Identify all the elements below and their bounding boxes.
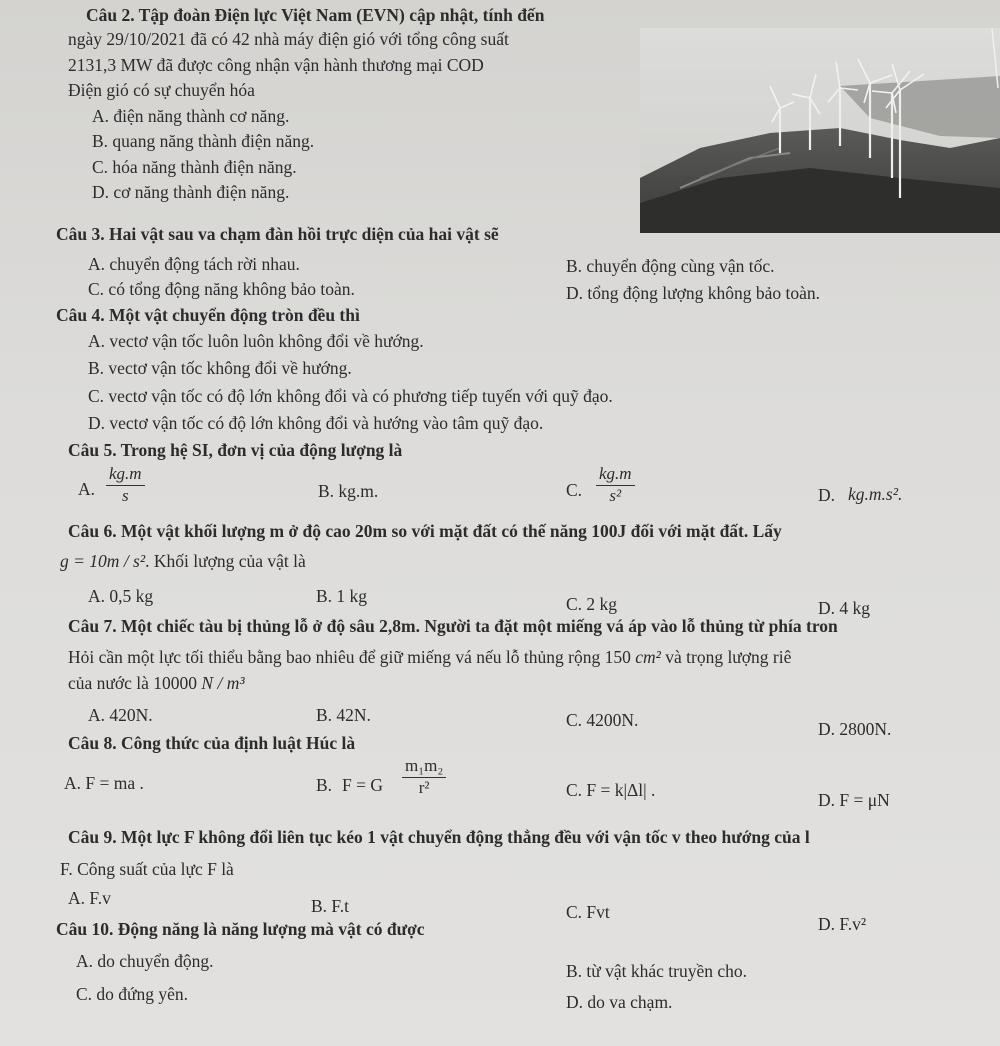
q4-option-b: B. vectơ vận tốc không đổi về hướng. [88,358,352,378]
q10-option-d: D. do va chạm. [566,992,673,1012]
q4-option-a: A. vectơ vận tốc luôn luôn không đổi về hướng. [88,331,424,351]
q5-option-d-value: kg.m.s². [848,484,903,504]
q2-option-d: D. cơ năng thành điện năng. [92,182,290,202]
q7-option-c: C. 4200N. [566,710,639,730]
q2-option-a: A. điện năng thành cơ năng. [92,106,290,126]
q5-option-d-label: D. [818,485,836,505]
q5-stem: Câu 5. Trong hệ SI, đơn vị của động lượng là [68,440,403,460]
q8-option-a: A. F = ma . [64,773,144,793]
q3-option-b: B. chuyển động cùng vận tốc. [566,256,775,276]
q3-option-a: A. chuyển động tách rời nhau. [88,254,300,274]
q5-option-c-fraction [596,465,635,505]
q6-stem: Câu 6. Một vật khối lượng m ở độ cao 20m so với mặt đất có thế năng 100J đối với mặt đất. Lấy [68,521,782,541]
q2-line3: 2131,3 MW đã được công nhận vận hành thương mại COD [68,55,484,75]
q2-option-c: C. hóa năng thành điện năng. [92,157,297,177]
q9-stem: Câu 9. Một lực F không đổi liên tục kéo 1 vật chuyển động thẳng đều với vận tốc v theo hướng của l [68,827,810,847]
q8-option-c: C. F = k|Δl| . [566,780,656,800]
q5-option-a-label: A. [78,479,96,499]
q3-option-d: D. tổng động lượng không bảo toàn. [566,283,820,303]
wind-turbines-photo [640,28,1000,233]
q9-option-b: B. F.t [311,896,349,916]
q8-option-b-prefix: F = G [342,775,383,795]
q4-option-d: D. vectơ vận tốc có độ lớn không đổi và hướng vào tâm quỹ đạo. [88,413,544,433]
q7-weight-unit: N / m³ [201,673,245,693]
q5-c-numerator: kg.m [596,465,635,486]
q8-b-numerator: m₁m₂ [402,757,446,778]
q2-line2: ngày 29/10/2021 đã có 42 nhà máy điện gió với tổng công suất [68,29,509,49]
q7-option-a: A. 420N. [88,705,153,725]
q7-stem: Câu 7. Một chiếc tàu bị thủng lỗ ở độ sâu 2,8m. Người ta đặt một miếng vá áp vào lỗ thủng từ phía tron [68,616,838,636]
q2-line4: Điện gió có sự chuyển hóa [68,80,255,100]
q7-option-d: D. 2800N. [818,719,892,739]
q8-stem: Câu 8. Công thức của định luật Húc là [68,733,356,753]
q10-option-c: C. do đứng yên. [76,984,189,1004]
q9-option-a: A. F.v [68,888,111,908]
q9-line2: F. Công suất của lực F là [60,859,234,879]
q6-option-b: B. 1 kg [316,586,368,606]
q5-a-denominator: s [121,486,129,505]
q2-option-b: B. quang năng thành điện năng. [92,131,315,151]
q10-stem: Câu 10. Động năng là năng lượng mà vật có được [56,919,425,939]
q6-gravity-formula: g = 10m / s² [60,551,146,571]
q3-stem: Câu 3. Hai vật sau va chạm đàn hồi trực diện của hai vật sẽ [56,224,499,244]
q7-line2a: Hỏi cần một lực tối thiểu bằng bao nhiêu để giữ miếng vá nếu lỗ thủng rộng 150 [68,647,631,667]
q7-line2 [68,647,791,667]
q8-option-d: D. F = μN [818,790,890,810]
q8-option-b-fraction [402,757,446,797]
q4-stem: Câu 4. Một vật chuyển động tròn đều thì [56,305,360,325]
q7-area-unit: cm² [635,647,661,667]
q6-option-a: A. 0,5 kg [88,586,154,606]
q5-option-c-label: C. [566,480,583,500]
q10-option-b: B. từ vật khác truyền cho. [566,961,748,981]
q7-line3a: của nước là 10000 [68,673,198,693]
q6-line2 [60,551,306,571]
q7-line2b: và trọng lượng riê [665,647,792,667]
q8-b-denominator: r² [418,778,430,797]
q3-option-c: C. có tổng động năng không bảo toàn. [88,279,355,299]
q8-option-b-label: B. [316,775,333,795]
q9-option-d: D. F.v² [818,914,867,934]
q7-line3 [68,673,245,693]
q9-option-c: C. Fvt [566,902,610,922]
q6-line2-text: . Khối lượng của vật là [145,551,306,571]
q5-option-b: B. kg.m. [318,481,379,501]
q5-option-a-fraction [106,465,145,505]
q10-option-a: A. do chuyển động. [76,951,214,971]
q6-option-d: D. 4 kg [818,598,871,618]
q5-c-denominator: s² [609,486,622,505]
q7-option-b: B. 42N. [316,705,371,725]
q2-line1: Câu 2. Tập đoàn Điện lực Việt Nam (EVN) cập nhật, tính đến [86,5,545,25]
q6-option-c: C. 2 kg [566,594,618,614]
q4-option-c: C. vectơ vận tốc có độ lớn không đổi và có phương tiếp tuyến với quỹ đạo. [88,386,613,406]
q5-a-numerator: kg.m [106,465,145,486]
